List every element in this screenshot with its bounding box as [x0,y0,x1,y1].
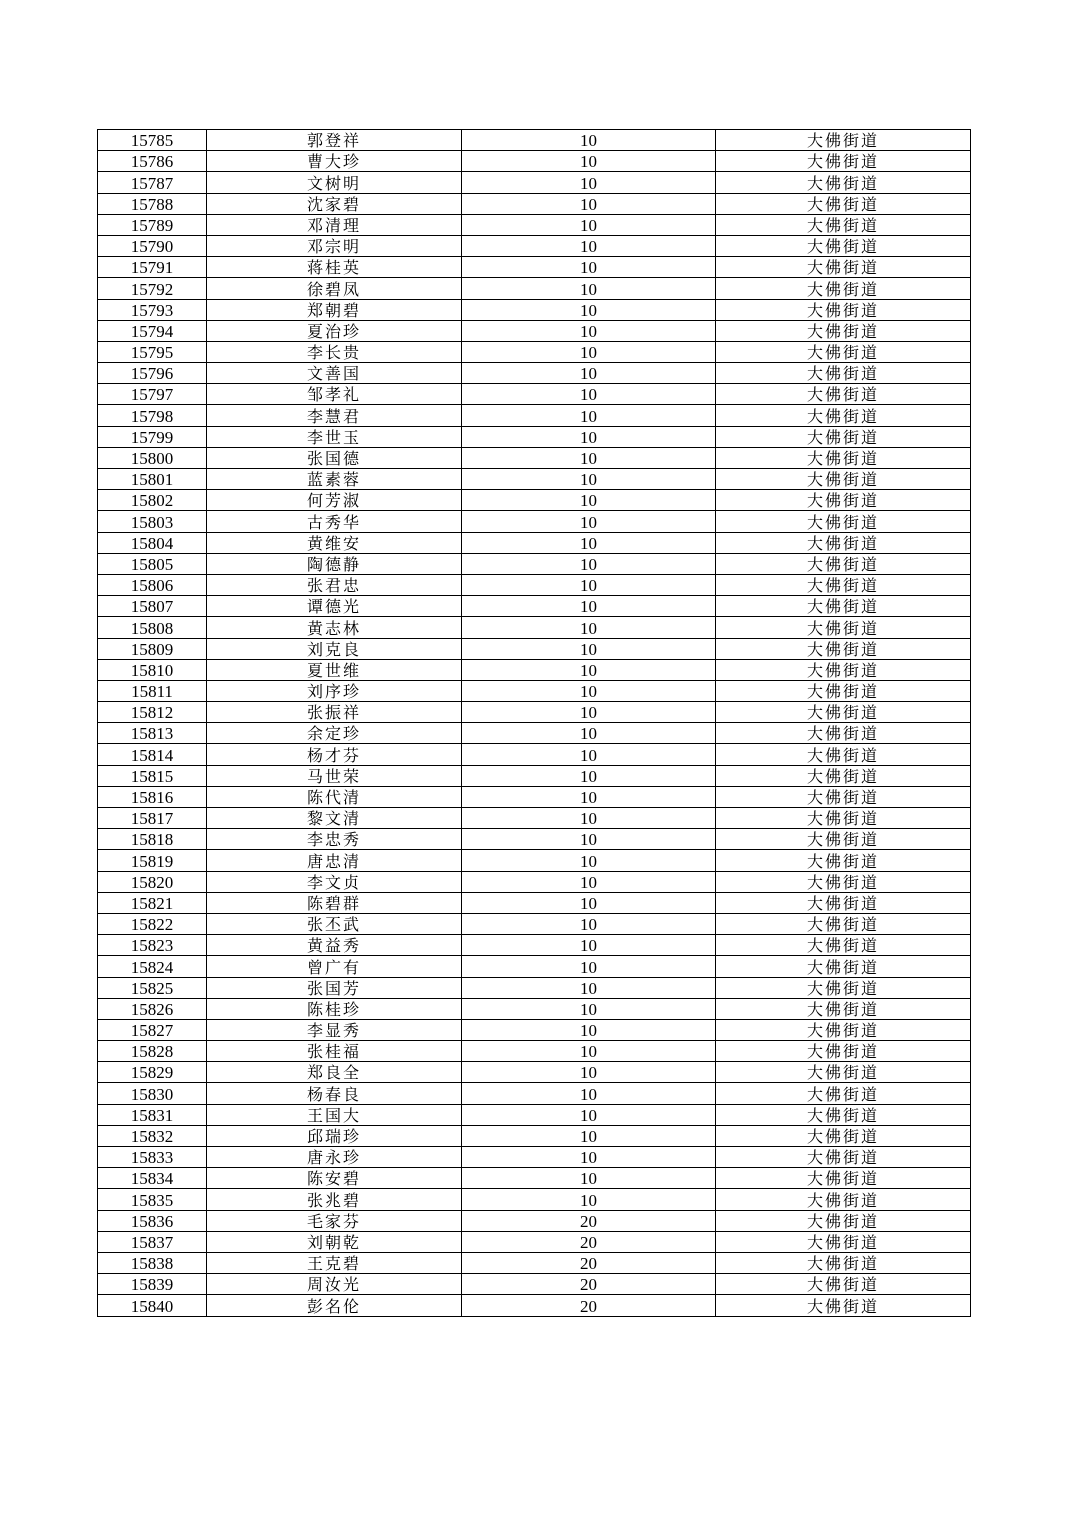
table-row [98,1231,971,1252]
record-number-cell: 15786 [98,151,207,172]
record-number-cell: 15806 [98,574,207,595]
table-row [98,765,971,786]
record-number-cell: 15794 [98,320,207,341]
record-number-cell: 15823 [98,935,207,956]
street-cell: 大佛街道 [716,723,971,744]
street-cell: 大佛街道 [716,447,971,468]
table-row [98,1147,971,1168]
table-row [98,151,971,172]
street-cell: 大佛街道 [716,956,971,977]
street-cell: 大佛街道 [716,744,971,765]
record-number-cell: 15834 [98,1168,207,1189]
record-number-cell: 15815 [98,765,207,786]
person-name-cell: 余定珍 [207,723,462,744]
amount-cell: 10 [462,765,716,786]
record-number-cell: 15840 [98,1295,207,1316]
person-name-cell: 陶德静 [207,553,462,574]
record-number-cell: 15817 [98,808,207,829]
record-number-cell: 15795 [98,341,207,362]
table-row [98,744,971,765]
person-name-cell: 张兆碧 [207,1189,462,1210]
amount-cell: 10 [462,702,716,723]
table-row [98,235,971,256]
street-cell: 大佛街道 [716,829,971,850]
table-row [98,617,971,638]
record-number-cell: 15839 [98,1274,207,1295]
person-name-cell: 王国大 [207,1104,462,1125]
table-row [98,956,971,977]
street-cell: 大佛街道 [716,1083,971,1104]
street-cell: 大佛街道 [716,341,971,362]
record-number-cell: 15802 [98,490,207,511]
amount-cell: 10 [462,257,716,278]
street-cell: 大佛街道 [716,278,971,299]
amount-cell: 10 [462,511,716,532]
amount-cell: 10 [462,659,716,680]
amount-cell: 10 [462,151,716,172]
street-cell: 大佛街道 [716,172,971,193]
person-name-cell: 陈桂珍 [207,998,462,1019]
street-cell: 大佛街道 [716,1231,971,1252]
amount-cell: 10 [462,384,716,405]
table-row [98,341,971,362]
person-name-cell: 邱瑞珍 [207,1125,462,1146]
amount-cell: 10 [462,299,716,320]
amount-cell: 10 [462,278,716,299]
amount-cell: 10 [462,130,716,151]
street-cell: 大佛街道 [716,596,971,617]
street-cell: 大佛街道 [716,1104,971,1125]
table-row [98,469,971,490]
record-number-cell: 15816 [98,786,207,807]
amount-cell: 10 [462,235,716,256]
table-row [98,702,971,723]
record-number-cell: 15799 [98,426,207,447]
street-cell: 大佛街道 [716,786,971,807]
table-body [98,130,971,1317]
amount-cell: 20 [462,1274,716,1295]
amount-cell: 20 [462,1231,716,1252]
person-name-cell: 黄维安 [207,532,462,553]
record-number-cell: 15803 [98,511,207,532]
table-row [98,998,971,1019]
table-row [98,1125,971,1146]
person-name-cell: 马世荣 [207,765,462,786]
record-number-cell: 15825 [98,977,207,998]
street-cell: 大佛街道 [716,1189,971,1210]
amount-cell: 10 [462,1125,716,1146]
amount-cell: 10 [462,1189,716,1210]
amount-cell: 10 [462,426,716,447]
record-number-cell: 15829 [98,1062,207,1083]
record-number-cell: 15831 [98,1104,207,1125]
street-cell: 大佛街道 [716,659,971,680]
table-row [98,130,971,151]
street-cell: 大佛街道 [716,617,971,638]
amount-cell: 20 [462,1252,716,1273]
street-cell: 大佛街道 [716,808,971,829]
street-cell: 大佛街道 [716,320,971,341]
person-name-cell: 毛家芬 [207,1210,462,1231]
person-name-cell: 张君忠 [207,574,462,595]
street-cell: 大佛街道 [716,532,971,553]
record-number-cell: 15837 [98,1231,207,1252]
person-name-cell: 何芳淑 [207,490,462,511]
person-name-cell: 李显秀 [207,1019,462,1040]
person-name-cell: 彭名伦 [207,1295,462,1316]
amount-cell: 10 [462,490,716,511]
amount-cell: 10 [462,320,716,341]
table-row [98,278,971,299]
amount-cell: 10 [462,850,716,871]
record-number-cell: 15787 [98,172,207,193]
person-name-cell: 李文贞 [207,871,462,892]
street-cell: 大佛街道 [716,871,971,892]
person-name-cell: 曾广有 [207,956,462,977]
amount-cell: 10 [462,1041,716,1062]
street-cell: 大佛街道 [716,553,971,574]
record-number-cell: 15812 [98,702,207,723]
table-row [98,384,971,405]
street-cell: 大佛街道 [716,1252,971,1273]
person-name-cell: 李慧君 [207,405,462,426]
person-name-cell: 古秀华 [207,511,462,532]
table-row [98,808,971,829]
record-number-cell: 15796 [98,363,207,384]
street-cell: 大佛街道 [716,638,971,659]
table-row [98,1295,971,1316]
table-row [98,1104,971,1125]
amount-cell: 10 [462,341,716,362]
person-name-cell: 张桂福 [207,1041,462,1062]
table-row [98,829,971,850]
record-number-cell: 15790 [98,235,207,256]
amount-cell: 10 [462,680,716,701]
person-name-cell: 张丕武 [207,913,462,934]
record-number-cell: 15809 [98,638,207,659]
amount-cell: 10 [462,172,716,193]
record-number-cell: 15800 [98,447,207,468]
person-name-cell: 王克碧 [207,1252,462,1273]
person-name-cell: 黄志林 [207,617,462,638]
record-number-cell: 15818 [98,829,207,850]
amount-cell: 10 [462,977,716,998]
person-name-cell: 邓清理 [207,214,462,235]
record-number-cell: 15807 [98,596,207,617]
record-number-cell: 15789 [98,214,207,235]
person-name-cell: 刘克良 [207,638,462,659]
table-row [98,935,971,956]
table-row [98,1062,971,1083]
amount-cell: 10 [462,1104,716,1125]
table-row [98,257,971,278]
person-name-cell: 周汝光 [207,1274,462,1295]
person-name-cell: 刘朝乾 [207,1231,462,1252]
table-row [98,426,971,447]
record-number-cell: 15830 [98,1083,207,1104]
record-number-cell: 15836 [98,1210,207,1231]
person-name-cell: 邓宗明 [207,235,462,256]
table-row [98,447,971,468]
person-name-cell: 唐忠清 [207,850,462,871]
amount-cell: 10 [462,532,716,553]
table-row [98,850,971,871]
street-cell: 大佛街道 [716,913,971,934]
person-name-cell: 夏世维 [207,659,462,680]
street-cell: 大佛街道 [716,935,971,956]
person-name-cell: 郑朝碧 [207,299,462,320]
person-name-cell: 徐碧凤 [207,278,462,299]
table-row [98,214,971,235]
record-number-cell: 15833 [98,1147,207,1168]
street-cell: 大佛街道 [716,193,971,214]
table-row [98,977,971,998]
table-row [98,1274,971,1295]
street-cell: 大佛街道 [716,426,971,447]
table-row [98,320,971,341]
table-row [98,1083,971,1104]
person-name-cell: 沈家碧 [207,193,462,214]
person-name-cell: 蓝素蓉 [207,469,462,490]
amount-cell: 10 [462,553,716,574]
person-name-cell: 杨才芬 [207,744,462,765]
record-number-cell: 15811 [98,680,207,701]
record-number-cell: 15814 [98,744,207,765]
amount-cell: 10 [462,892,716,913]
table-row [98,1168,971,1189]
person-name-cell: 杨春良 [207,1083,462,1104]
street-cell: 大佛街道 [716,850,971,871]
person-name-cell: 夏治珍 [207,320,462,341]
street-cell: 大佛街道 [716,299,971,320]
amount-cell: 10 [462,1168,716,1189]
table-row [98,1019,971,1040]
record-number-cell: 15824 [98,956,207,977]
street-cell: 大佛街道 [716,363,971,384]
table-row [98,638,971,659]
amount-cell: 10 [462,829,716,850]
person-name-cell: 谭德光 [207,596,462,617]
record-number-cell: 15797 [98,384,207,405]
amount-cell: 10 [462,1062,716,1083]
table-row [98,193,971,214]
table-row [98,511,971,532]
record-number-cell: 15835 [98,1189,207,1210]
amount-cell: 10 [462,913,716,934]
person-name-cell: 文树明 [207,172,462,193]
table-row [98,405,971,426]
street-cell: 大佛街道 [716,702,971,723]
amount-cell: 10 [462,363,716,384]
street-cell: 大佛街道 [716,405,971,426]
person-name-cell: 李忠秀 [207,829,462,850]
street-cell: 大佛街道 [716,469,971,490]
table-row [98,723,971,744]
record-number-cell: 15785 [98,130,207,151]
table-row [98,596,971,617]
street-cell: 大佛街道 [716,680,971,701]
person-name-cell: 文善国 [207,363,462,384]
amount-cell: 10 [462,405,716,426]
street-cell: 大佛街道 [716,1019,971,1040]
person-name-cell: 唐永珍 [207,1147,462,1168]
record-number-cell: 15791 [98,257,207,278]
person-name-cell: 黄益秀 [207,935,462,956]
street-cell: 大佛街道 [716,490,971,511]
amount-cell: 10 [462,596,716,617]
amount-cell: 20 [462,1210,716,1231]
street-cell: 大佛街道 [716,384,971,405]
amount-cell: 10 [462,1083,716,1104]
person-name-cell: 张国德 [207,447,462,468]
record-number-cell: 15822 [98,913,207,934]
table-row [98,680,971,701]
table-row [98,1252,971,1273]
table-row [98,786,971,807]
table-row [98,1210,971,1231]
record-number-cell: 15827 [98,1019,207,1040]
street-cell: 大佛街道 [716,977,971,998]
table-row [98,299,971,320]
record-number-cell: 15820 [98,871,207,892]
street-cell: 大佛街道 [716,1125,971,1146]
table-row [98,490,971,511]
person-name-cell: 郑良全 [207,1062,462,1083]
table-row [98,574,971,595]
table-row [98,172,971,193]
record-number-cell: 15801 [98,469,207,490]
table-row [98,553,971,574]
record-number-cell: 15810 [98,659,207,680]
street-cell: 大佛街道 [716,130,971,151]
record-number-cell: 15813 [98,723,207,744]
street-cell: 大佛街道 [716,214,971,235]
amount-cell: 10 [462,744,716,765]
record-number-cell: 15826 [98,998,207,1019]
amount-cell: 10 [462,617,716,638]
record-number-cell: 15832 [98,1125,207,1146]
street-cell: 大佛街道 [716,1147,971,1168]
record-number-cell: 15793 [98,299,207,320]
amount-cell: 10 [462,1147,716,1168]
amount-cell: 10 [462,935,716,956]
street-cell: 大佛街道 [716,235,971,256]
street-cell: 大佛街道 [716,1295,971,1316]
table-row [98,532,971,553]
amount-cell: 20 [462,1295,716,1316]
person-name-cell: 刘序珍 [207,680,462,701]
street-cell: 大佛街道 [716,511,971,532]
amount-cell: 10 [462,786,716,807]
record-number-cell: 15808 [98,617,207,638]
record-number-cell: 15821 [98,892,207,913]
amount-cell: 10 [462,214,716,235]
record-number-cell: 15828 [98,1041,207,1062]
table-row [98,892,971,913]
table-row [98,1189,971,1210]
data-table [97,129,971,1317]
record-number-cell: 15804 [98,532,207,553]
table-row [98,659,971,680]
amount-cell: 10 [462,1019,716,1040]
person-name-cell: 陈碧群 [207,892,462,913]
street-cell: 大佛街道 [716,151,971,172]
street-cell: 大佛街道 [716,1274,971,1295]
person-name-cell: 邹孝礼 [207,384,462,405]
person-name-cell: 张振祥 [207,702,462,723]
person-name-cell: 李世玉 [207,426,462,447]
table-row [98,1041,971,1062]
amount-cell: 10 [462,447,716,468]
person-name-cell: 黎文清 [207,808,462,829]
record-number-cell: 15838 [98,1252,207,1273]
record-number-cell: 15788 [98,193,207,214]
person-name-cell: 陈安碧 [207,1168,462,1189]
street-cell: 大佛街道 [716,998,971,1019]
street-cell: 大佛街道 [716,1041,971,1062]
record-number-cell: 15792 [98,278,207,299]
record-number-cell: 15819 [98,850,207,871]
person-name-cell: 陈代清 [207,786,462,807]
person-name-cell: 郭登祥 [207,130,462,151]
table-row [98,913,971,934]
record-number-cell: 15805 [98,553,207,574]
amount-cell: 10 [462,998,716,1019]
person-name-cell: 曹大珍 [207,151,462,172]
amount-cell: 10 [462,956,716,977]
street-cell: 大佛街道 [716,574,971,595]
person-name-cell: 蒋桂英 [207,257,462,278]
table-row [98,871,971,892]
table-row [98,363,971,384]
amount-cell: 10 [462,574,716,595]
street-cell: 大佛街道 [716,765,971,786]
person-name-cell: 李长贵 [207,341,462,362]
street-cell: 大佛街道 [716,1168,971,1189]
street-cell: 大佛街道 [716,257,971,278]
amount-cell: 10 [462,808,716,829]
street-cell: 大佛街道 [716,1210,971,1231]
amount-cell: 10 [462,723,716,744]
person-name-cell: 张国芳 [207,977,462,998]
amount-cell: 10 [462,638,716,659]
record-number-cell: 15798 [98,405,207,426]
street-cell: 大佛街道 [716,1062,971,1083]
amount-cell: 10 [462,193,716,214]
amount-cell: 10 [462,871,716,892]
street-cell: 大佛街道 [716,892,971,913]
amount-cell: 10 [462,469,716,490]
